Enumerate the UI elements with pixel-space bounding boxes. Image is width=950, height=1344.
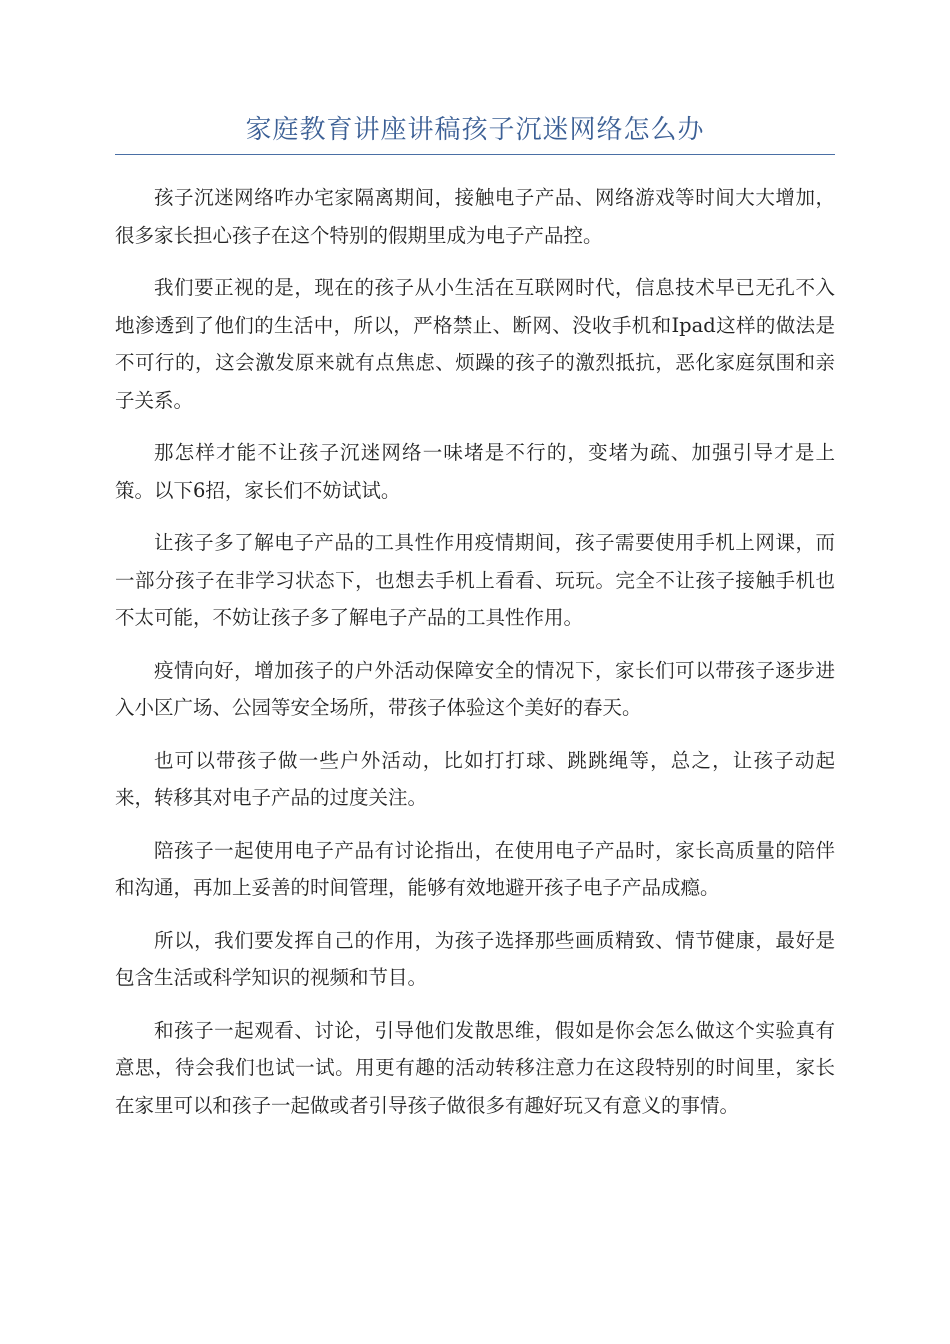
paragraph-9: 和孩子一起观看、讨论，引导他们发散思维，假如是你会怎么做这个实验真有意思，待会我们也试一试。用更有趣的活动转移注意力在这段特别的时间里，家长在家里可以和孩子一起做或者引导孩子做很多有趣好玩又有意义的事情。: [115, 1018, 835, 1117]
title-block: [115, 112, 835, 155]
paragraph-7: 陪孩子一起使用电子产品有讨论指出，在使用电子产品时，家长高质量的陪伴和沟通，再加上妥善的时间管理，能够有效地避开孩子电子产品成瘾。: [115, 838, 835, 899]
paragraph-4: 让孩子多了解电子产品的工具性作用疫情期间，孩子需要使用手机上网课，而一部分孩子在非学习状态下，也想去手机上看看、玩玩。完全不让孩子接触手机也不太可能，不妨让孩子多了解电子产品的工具性作用。: [115, 531, 835, 629]
document-title: 家庭教育讲座讲稿孩子沉迷网络怎么办: [245, 115, 705, 145]
paragraph-2: 我们要正视的是，现在的孩子从小生活在互联网时代，信息技术早已无孔不入地渗透到了他们的生活中，所以，严格禁止、断网、没收手机和Ipad这样的做法是不可行的，这会激发原来就有点焦虑、烦躁的孩子的激烈抵抗，恶化家庭氛围和亲子关系。: [115, 276, 835, 412]
document-body: [115, 179, 835, 1124]
paragraph-3: 那怎样才能不让孩子沉迷网络一味堵是不行的，变堵为疏、加强引导才是上策。以下6招，家长们不妨试试。: [115, 441, 835, 502]
paragraph-5: 疫情向好，增加孩子的户外活动保障安全的情况下，家长们可以带孩子逐步进入小区广场、公园等安全场所，带孩子体验这个美好的春天。: [115, 658, 835, 719]
paragraph-8: 所以，我们要发挥自己的作用，为孩子选择那些画质精致、情节健康，最好是包含生活或科学知识的视频和节目。: [115, 928, 835, 989]
document-page: [115, 112, 835, 1139]
paragraph-1: 孩子沉迷网络咋办宅家隔离期间，接触电子产品、网络游戏等时间大大增加，很多家长担心孩子在这个特别的假期里成为电子产品控。: [115, 186, 835, 247]
paragraph-6: 也可以带孩子做一些户外活动，比如打打球、跳跳绳等，总之，让孩子动起来，转移其对电子产品的过度关注。: [115, 748, 835, 809]
